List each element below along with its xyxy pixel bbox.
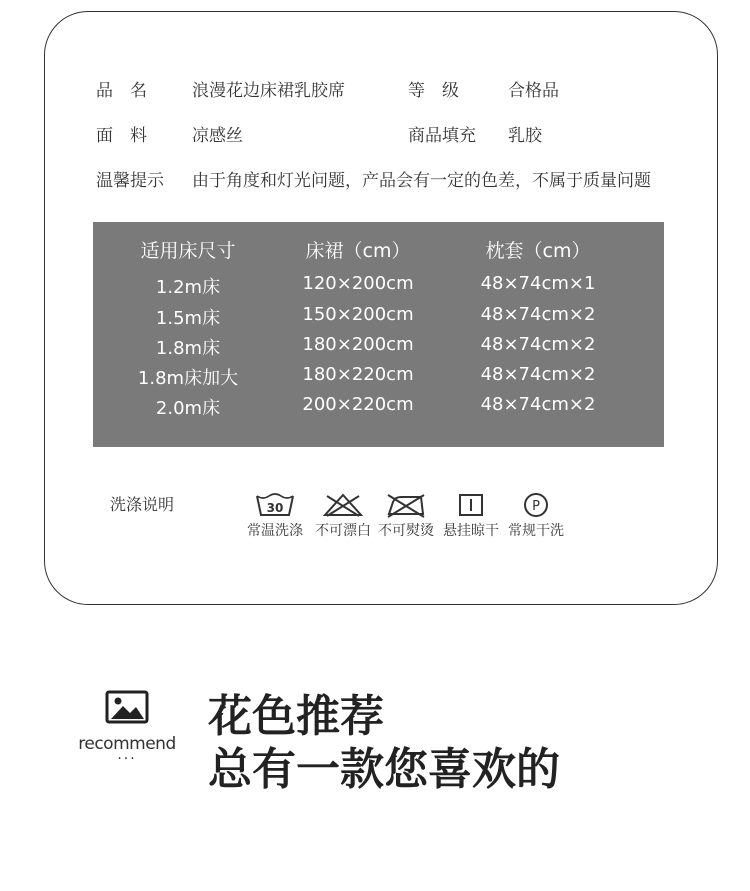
- grade-value: 合格品: [508, 81, 559, 101]
- care-label-hang-dry: 悬挂晾干: [443, 523, 499, 539]
- care-label-wash: 常温洗涤: [247, 523, 303, 539]
- no-iron-icon: [384, 492, 428, 518]
- recommend-label: recommend: [78, 734, 176, 754]
- table-cell: 1.2m床: [155, 277, 221, 298]
- table-cell: 48×74cm×1: [480, 273, 596, 294]
- care-item-dry-clean: [501, 492, 571, 539]
- table-cell: 48×74cm×2: [480, 334, 596, 355]
- fabric-value: 凉感丝: [192, 126, 243, 146]
- image-icon: [105, 690, 149, 724]
- size-table: [93, 222, 664, 447]
- table-cell: 48×74cm×2: [480, 394, 596, 415]
- wash-30-icon: [255, 492, 295, 518]
- table-cell: 150×200cm: [302, 304, 414, 325]
- care-item-wash: [240, 492, 310, 539]
- care-item-hang-dry: [436, 492, 506, 539]
- table-header-pillowcase: 枕套（cm）: [485, 240, 591, 262]
- grade-label: 等 级: [408, 81, 459, 101]
- headline-subtitle: 总有一款您喜欢的: [208, 744, 560, 795]
- care-title: 洗涤说明: [110, 495, 175, 514]
- table-cell: 200×220cm: [302, 394, 414, 415]
- fabric-label: 面 料: [96, 126, 147, 146]
- filling-value: 乳胶: [508, 126, 542, 146]
- tip-label: 温馨提示: [96, 171, 164, 191]
- name-value: 浪漫花边床裙乳胶席: [192, 81, 345, 101]
- filling-label: 商品填充: [408, 126, 476, 146]
- dry-clean-symbol: P: [532, 499, 540, 514]
- wash-temp-symbol: 30: [266, 501, 284, 515]
- table-cell: 2.0m床: [155, 398, 221, 419]
- name-label: 品 名: [96, 81, 147, 101]
- table-header-bedskirt: 床裙（cm）: [305, 240, 411, 262]
- table-cell: 180×200cm: [302, 334, 414, 355]
- tip-value: 由于角度和灯光问题，产品会有一定的色差，不属于质量问题: [192, 171, 651, 191]
- care-label-dry-clean: 常规干洗: [508, 523, 564, 539]
- care-item-no-bleach: [308, 492, 378, 539]
- table-cell: 180×220cm: [302, 364, 414, 385]
- dry-clean-icon: [522, 492, 550, 518]
- no-bleach-icon: [321, 492, 365, 518]
- care-label-no-bleach: 不可漂白: [315, 523, 371, 539]
- table-cell: 1.8m床加大: [137, 368, 239, 389]
- care-item-no-iron: [371, 492, 441, 539]
- recommend-badge: [72, 690, 182, 767]
- headline-title: 花色推荐: [208, 691, 384, 742]
- hang-dry-icon: [457, 492, 485, 518]
- table-cell: 48×74cm×2: [480, 364, 596, 385]
- table-cell: 48×74cm×2: [480, 304, 596, 325]
- care-label-no-iron: 不可熨烫: [378, 523, 434, 539]
- table-cell: 1.5m床: [155, 308, 221, 329]
- table-cell: 1.8m床: [155, 338, 221, 359]
- table-cell: 120×200cm: [302, 273, 414, 294]
- recommend-dots: ···: [117, 751, 137, 767]
- table-header-bed-size: 适用床尺寸: [140, 240, 236, 262]
